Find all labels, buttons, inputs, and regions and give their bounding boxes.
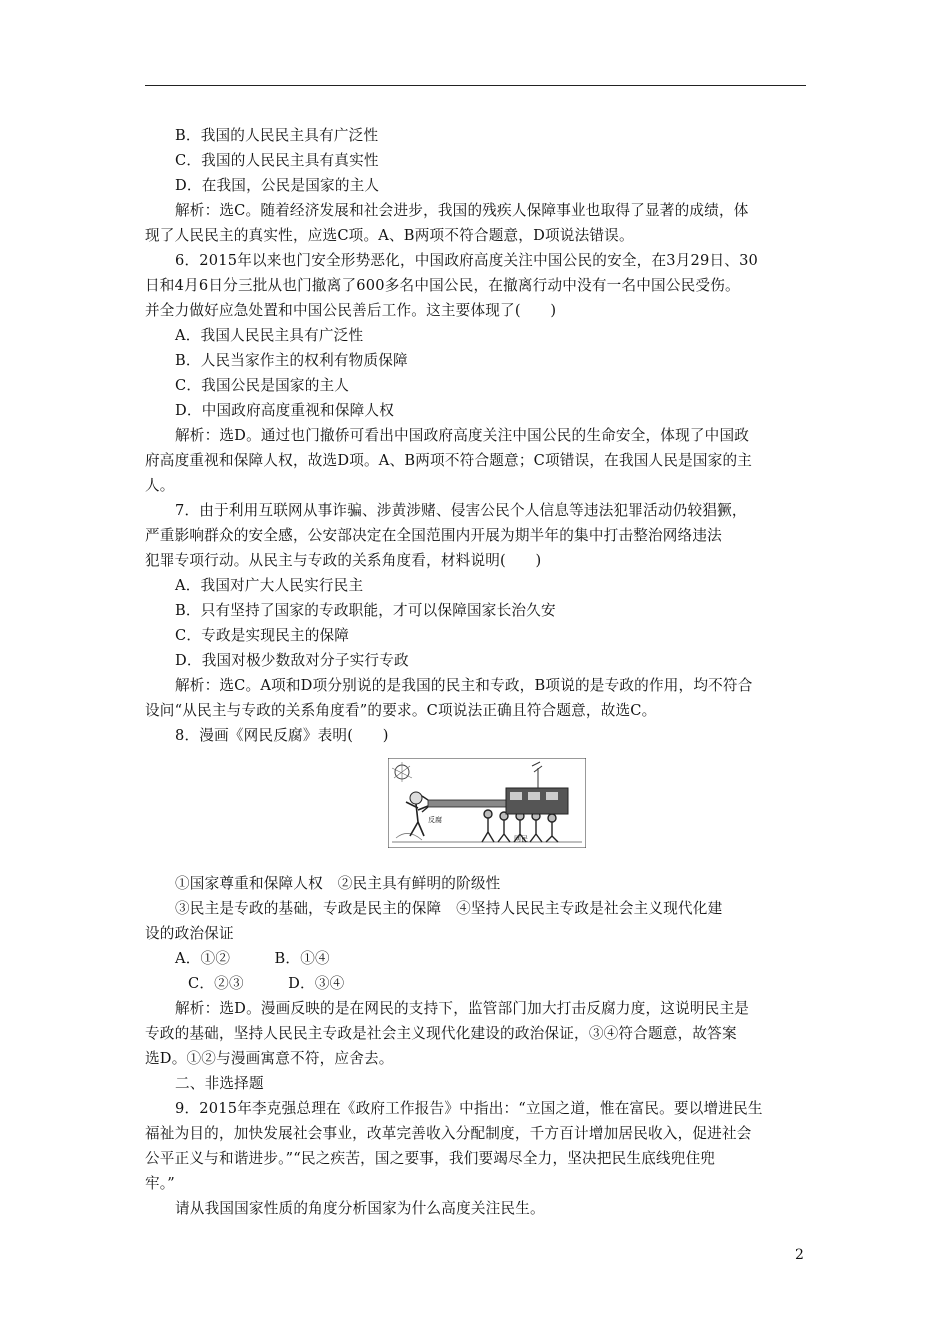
- cartoon-label: 反腐: [428, 816, 442, 824]
- q7-option-b: B．只有坚持了国家的专政职能，才可以保障国家长治久安: [175, 602, 556, 619]
- page-number: 2: [795, 1247, 804, 1263]
- q9-stem: 9．2015年李克强总理在《政府工作报告》中指出：“立国之道，惟在富民。要以增进民生: [175, 1100, 763, 1117]
- cartoon-image: [388, 758, 586, 848]
- q7-option-c: C．专政是实现民主的保障: [175, 627, 350, 644]
- q8-analysis-cont: 选D。①②与漫画寓意不符，应舍去。: [145, 1050, 394, 1067]
- q8-stem: 8．漫画《网民反腐》表明( ): [175, 727, 389, 744]
- q7-option-a: A．我国对广大人民实行民主: [175, 577, 364, 594]
- q6-analysis-cont: 人。: [145, 477, 175, 494]
- q5-analysis-cont: 现了人民民主的真实性，应选C项。A、B两项不符合题意，D项说法错误。: [145, 227, 634, 244]
- q8-analysis: 解析：选D。漫画反映的是在网民的支持下，监管部门加大打击反腐力度，这说明民主是: [175, 1000, 750, 1017]
- q6-stem: 6．2015年以来也门安全形势恶化，中国政府高度关注中国公民的安全，在3月29日、30: [175, 252, 759, 269]
- q7-analysis-cont: 设问“从民主与专政的关系角度看”的要求。C项说法正确且符合题意，故选C。: [145, 702, 657, 719]
- q8-analysis-cont: 专政的基础，坚持人民民主专政是社会主义现代化建设的政治保证，③④符合题意，故答案: [145, 1025, 737, 1042]
- cartoon-label: 网民: [514, 835, 528, 843]
- q8-options-row1: A．①② B．①④: [175, 950, 330, 967]
- q6-stem-cont: 并全力做好应急处置和中国公民善后工作。这主要体现了( ): [145, 302, 557, 319]
- q6-option-b: B．人民当家作主的权利有物质保障: [175, 352, 408, 369]
- header-rule: [145, 85, 806, 86]
- q6-option-a: A．我国人民民主具有广泛性: [175, 327, 364, 344]
- q5-option-c: C．我国的人民民主具有真实性: [175, 152, 379, 169]
- q8-options-row2: C．②③ D．③④: [188, 975, 345, 992]
- q8-statements-cont: 设的政治保证: [145, 925, 234, 942]
- q8-statements: ①国家尊重和保障人权 ②民主具有鲜明的阶级性: [175, 875, 501, 892]
- q7-option-d: D．我国对极少数敌对分子实行专政: [175, 652, 409, 669]
- q5-option-b: B．我国的人民民主具有广泛性: [175, 127, 379, 144]
- q7-analysis: 解析：选C。A项和D项分别说的是我国的民主和专政，B项说的是专政的作用，均不符合: [175, 677, 753, 694]
- q6-analysis: 解析：选D。通过也门撤侨可看出中国政府高度关注中国公民的生命安全，体现了中国政: [175, 427, 750, 444]
- q5-option-d: D．在我国，公民是国家的主人: [175, 177, 380, 194]
- q7-stem: 7．由于利用互联网从事诈骗、涉黄涉赌、侵害公民个人信息等违法犯罪活动仍较猖獗，: [175, 502, 747, 519]
- q6-analysis-cont: 府高度重视和保障人权，故选D项。A、B两项不符合题意；C项错误，在我国人民是国家的主: [145, 452, 753, 469]
- q6-option-d: D．中国政府高度重视和保障人权: [175, 402, 395, 419]
- q6-option-c: C．我国公民是国家的主人: [175, 377, 350, 394]
- section-heading: 二、非选择题: [175, 1075, 264, 1092]
- q9-stem-cont: 牢。”: [145, 1175, 175, 1192]
- q9-stem-cont: 福祉为目的，加快发展社会事业，改革完善收入分配制度，千方百计增加居民收入，促进社会: [145, 1125, 752, 1142]
- q7-stem-cont: 严重影响群众的安全感，公安部决定在全国范围内开展为期半年的集中打击整治网络违法: [145, 527, 722, 544]
- q8-statements: ③民主是专政的基础，专政是民主的保障 ④坚持人民民主专政是社会主义现代化建: [175, 900, 723, 917]
- q9-question: 请从我国国家性质的角度分析国家为什么高度关注民生。: [175, 1200, 545, 1217]
- q6-stem-cont: 日和4月6日分三批从也门撤离了600多名中国公民，在撤离行动中没有一名中国公民受伤。: [145, 277, 740, 294]
- q9-stem-cont: 公平正义与和谐进步。”“民之疾苦，国之要事，我们要竭尽全力，坚决把民生底线兜住兜: [145, 1150, 716, 1167]
- q5-analysis: 解析：选C。随着经济发展和社会进步，我国的残疾人保障事业也取得了显著的成绩，体: [175, 202, 749, 219]
- q7-stem-cont: 犯罪专项行动。从民主与专政的关系角度看，材料说明( ): [145, 552, 542, 569]
